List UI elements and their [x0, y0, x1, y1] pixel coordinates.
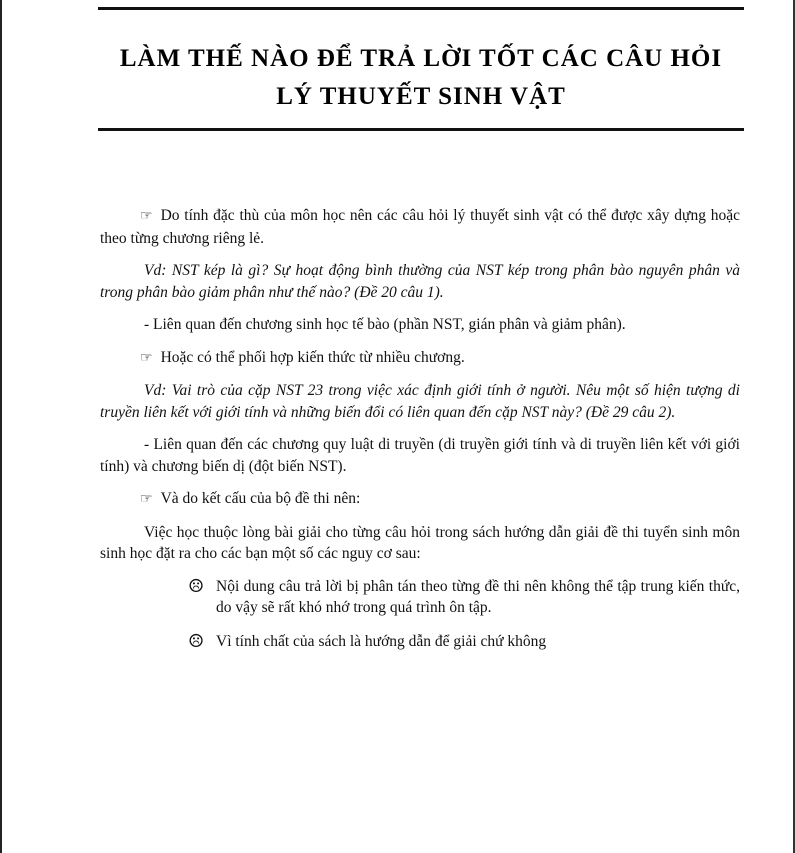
page-edge-left: [0, 0, 2, 853]
top-rule: [98, 7, 744, 10]
list-item: [100, 576, 740, 619]
pointing-hand-icon: ☞: [140, 350, 153, 366]
list-item-text: Vì tính chất của sách là hướng dẫn để giải chứ không: [216, 632, 547, 650]
title-bottom-rule: [98, 128, 744, 131]
pointing-hand-icon: ☞: [140, 492, 153, 507]
paragraph: - Liên quan đến chương sinh học tế bào (phần NST, gián phân và giảm phân).: [144, 316, 626, 333]
example-paragraph: Vd: Vai trò của cặp NST 23 trong việc xác định giới tính ở người. Nêu một số hiện tượng di truyền liên kết với giới tính và những biến đổi có liên quan đến cặp NST này? (Đề 29 câu 2).: [100, 382, 740, 421]
title-line-1: LÀM THẾ NÀO ĐỂ TRẢ LỜI TỐT CÁC CÂU HỎI: [119, 45, 723, 72]
paragraph: Việc học thuộc lòng bài giải cho từng câu hỏi trong sách hướng dẫn giải đề thi tuyển sinh môn sinh học đặt ra cho các bạn một số các nguy cơ sau:: [100, 523, 740, 562]
paragraph: [100, 488, 740, 511]
frown-face-icon: ☹: [188, 575, 205, 596]
example-paragraph: Vd: NST kép là gì? Sự hoạt động bình thường của NST kép trong phân bào nguyên phân và trong phân bào giảm phân như thế nào? (Đề 20 câu 1).: [100, 262, 740, 301]
paragraph-text: Hoặc có thể phối hợp kiến thức từ nhiều chương.: [160, 348, 465, 366]
paragraph: - Liên quan đến các chương quy luật di truyền (di truyền giới tính và di truyền liên kết với giới tính) và chương biến dị (đột biến NST).: [100, 436, 740, 475]
pointing-hand-icon: ☞: [140, 209, 153, 224]
body-text: [100, 205, 740, 664]
list-item: [100, 631, 740, 653]
paragraph-text: Do tính đặc thù của môn học nên các câu hỏi lý thuyết sinh vật có thể được xây dựng hoặc theo từng chương riêng lẻ.: [100, 207, 740, 247]
paragraph: [100, 347, 740, 370]
paragraph-text: Và do kết cấu của bộ đề thi nên:: [160, 490, 361, 507]
paragraph: [100, 205, 740, 249]
page-title: [98, 40, 744, 116]
frown-face-icon: ☹: [188, 630, 205, 651]
title-line-2: LÝ THUYẾT SINH VẬT: [276, 83, 566, 110]
risk-list: [100, 576, 740, 653]
list-item-text: Nội dung câu trả lời bị phân tán theo từng đề thi nên không thể tập trung kiến thức, do vậy sẽ rất khó nhớ trong quá trình ôn tập.: [216, 577, 740, 616]
